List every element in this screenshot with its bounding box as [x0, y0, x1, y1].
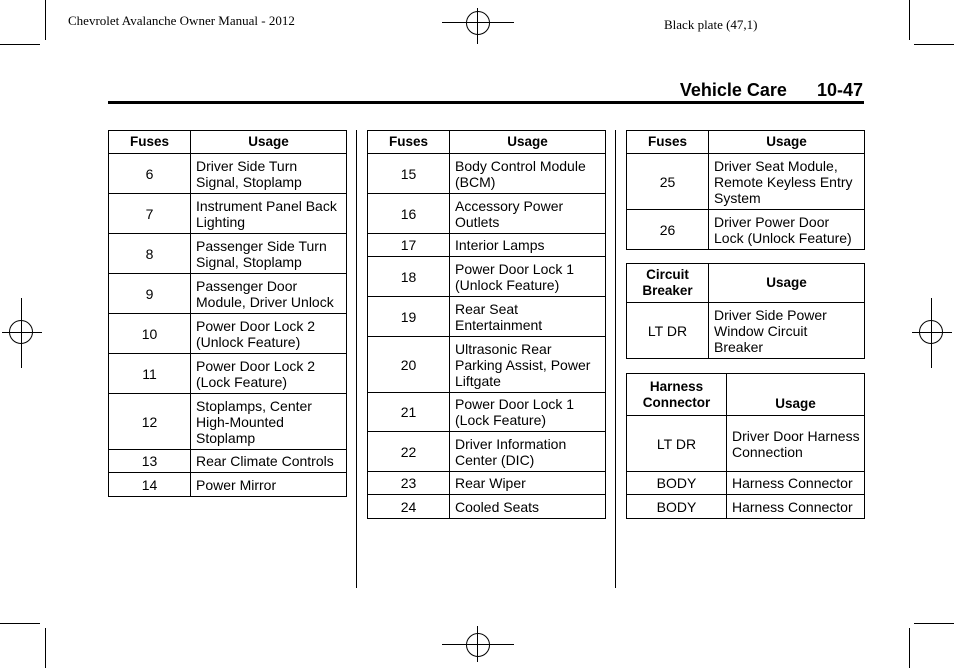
table-row: [368, 297, 606, 337]
fuse-number: 24: [368, 495, 450, 519]
crop-mark: [909, 628, 910, 668]
fuse-usage: Stoplamps, Center High-Mounted Stoplamp: [191, 394, 347, 450]
fuse-number: 17: [368, 234, 450, 257]
fuse-number: 16: [368, 194, 450, 234]
table-row: [368, 257, 606, 297]
fuse-usage: Passenger Door Module, Driver Unlock: [191, 274, 347, 314]
fuse-usage: Power Door Lock 2 (Unlock Feature): [191, 314, 347, 354]
connector-usage: Harness Connector: [727, 495, 865, 519]
table-row: [368, 154, 606, 194]
table-row: [109, 154, 347, 194]
fuse-table-3: [626, 130, 865, 250]
connector-id: BODY: [627, 472, 727, 495]
table-row: [627, 472, 865, 495]
fuse-number: 22: [368, 432, 450, 472]
table-row: [368, 393, 606, 432]
fuse-number: 23: [368, 472, 450, 495]
fuse-number: 11: [109, 354, 191, 394]
crop-mark: [0, 44, 40, 45]
col-header-harness-connector: Harness Connector: [627, 374, 727, 416]
crop-mark: [909, 0, 910, 40]
registration-mark-top: [442, 4, 514, 44]
fuse-usage: Driver Information Center (DIC): [450, 432, 606, 472]
fuse-usage: Power Mirror: [191, 473, 347, 497]
fuse-usage: Interior Lamps: [450, 234, 606, 257]
heading-rule: [108, 101, 864, 104]
table-row: [368, 194, 606, 234]
col-header-fuses: Fuses: [627, 131, 709, 154]
table-row: [368, 337, 606, 393]
table-row: [109, 450, 347, 473]
fuse-number: 7: [109, 194, 191, 234]
crop-mark: [914, 623, 954, 624]
table-row: [368, 432, 606, 472]
fuse-number: 9: [109, 274, 191, 314]
table-row: [368, 495, 606, 519]
table-row: [109, 274, 347, 314]
breaker-usage: Driver Side Power Window Circuit Breaker: [709, 303, 865, 359]
fuse-number: 12: [109, 394, 191, 450]
connector-id: LT DR: [627, 416, 727, 472]
page-number: 10-47: [816, 80, 863, 100]
fuse-number: 6: [109, 154, 191, 194]
registration-mark-left: [2, 298, 42, 368]
fuse-usage: Ultrasonic Rear Parking Assist, Power Liftgate: [450, 337, 606, 393]
table-row: [627, 303, 865, 359]
fuse-number: 8: [109, 234, 191, 274]
fuse-number: 10: [109, 314, 191, 354]
crop-mark: [45, 0, 46, 40]
table-row: [109, 354, 347, 394]
fuse-number: 18: [368, 257, 450, 297]
fuse-usage: Power Door Lock 2 (Lock Feature): [191, 354, 347, 394]
fuse-number: 19: [368, 297, 450, 337]
fuse-usage: Driver Seat Module, Remote Keyless Entry System: [709, 154, 865, 210]
table-header-row: [627, 131, 865, 154]
plate-label: Black plate (47,1): [664, 17, 758, 32]
fuse-usage: Power Door Lock 1 (Unlock Feature): [450, 257, 606, 297]
table-row: [109, 314, 347, 354]
table-row: [627, 154, 865, 210]
connector-usage: Harness Connector: [727, 472, 865, 495]
table-header-row: [368, 131, 606, 154]
crop-mark: [914, 44, 954, 45]
table-row: [109, 473, 347, 497]
table-row: [627, 416, 865, 472]
table-header-row: [627, 264, 865, 303]
fuse-number: 21: [368, 393, 450, 432]
table-row: [627, 495, 865, 519]
fuse-usage: Rear Climate Controls: [191, 450, 347, 473]
fuse-usage: Rear Wiper: [450, 472, 606, 495]
col-header-circuit-breaker: Circuit Breaker: [627, 264, 709, 303]
section-title: Vehicle Care: [679, 80, 787, 100]
harness-connector-table: [626, 373, 865, 519]
section-heading: [0, 80, 863, 101]
col-header-usage: Usage: [191, 131, 347, 154]
fuse-table-2: [367, 130, 606, 519]
breaker-id: LT DR: [627, 303, 709, 359]
col-header-usage: Usage: [709, 131, 865, 154]
fuse-table-1: [108, 130, 347, 497]
fuse-number: 15: [368, 154, 450, 194]
col-header-usage: Usage: [450, 131, 606, 154]
circuit-breaker-table: [626, 263, 865, 359]
table-row: [627, 210, 865, 250]
connector-id: BODY: [627, 495, 727, 519]
crop-mark: [0, 623, 40, 624]
col-header-usage: Usage: [709, 264, 865, 303]
fuse-usage: Passenger Side Turn Signal, Stoplamp: [191, 234, 347, 274]
manual-title: Chevrolet Avalanche Owner Manual - 2012: [68, 13, 295, 28]
table-header-row: [109, 131, 347, 154]
fuse-number: 13: [109, 450, 191, 473]
column-divider: [615, 130, 616, 588]
fuse-number: 26: [627, 210, 709, 250]
crop-mark: [45, 628, 46, 668]
table-row: [368, 234, 606, 257]
table-row: [109, 194, 347, 234]
fuse-usage: Driver Side Turn Signal, Stoplamp: [191, 154, 347, 194]
fuse-usage: Cooled Seats: [450, 495, 606, 519]
col-header-fuses: Fuses: [368, 131, 450, 154]
fuse-usage: Rear Seat Entertainment: [450, 297, 606, 337]
fuse-usage: Power Door Lock 1 (Lock Feature): [450, 393, 606, 432]
table-row: [368, 472, 606, 495]
fuse-number: 25: [627, 154, 709, 210]
fuse-usage: Body Control Module (BCM): [450, 154, 606, 194]
connector-usage: Driver Door Harness Connection: [727, 416, 865, 472]
col-header-fuses: Fuses: [109, 131, 191, 154]
col-header-usage: Usage: [727, 374, 865, 416]
fuse-usage: Instrument Panel Back Lighting: [191, 194, 347, 234]
fuse-number: 20: [368, 337, 450, 393]
table-header-row: [627, 374, 865, 416]
fuse-usage: Driver Power Door Lock (Unlock Feature): [709, 210, 865, 250]
fuse-number: 14: [109, 473, 191, 497]
registration-mark-bottom: [442, 624, 514, 664]
table-row: [109, 394, 347, 450]
registration-mark-right: [912, 298, 952, 368]
fuse-usage: Accessory Power Outlets: [450, 194, 606, 234]
column-divider: [356, 130, 357, 588]
table-row: [109, 234, 347, 274]
